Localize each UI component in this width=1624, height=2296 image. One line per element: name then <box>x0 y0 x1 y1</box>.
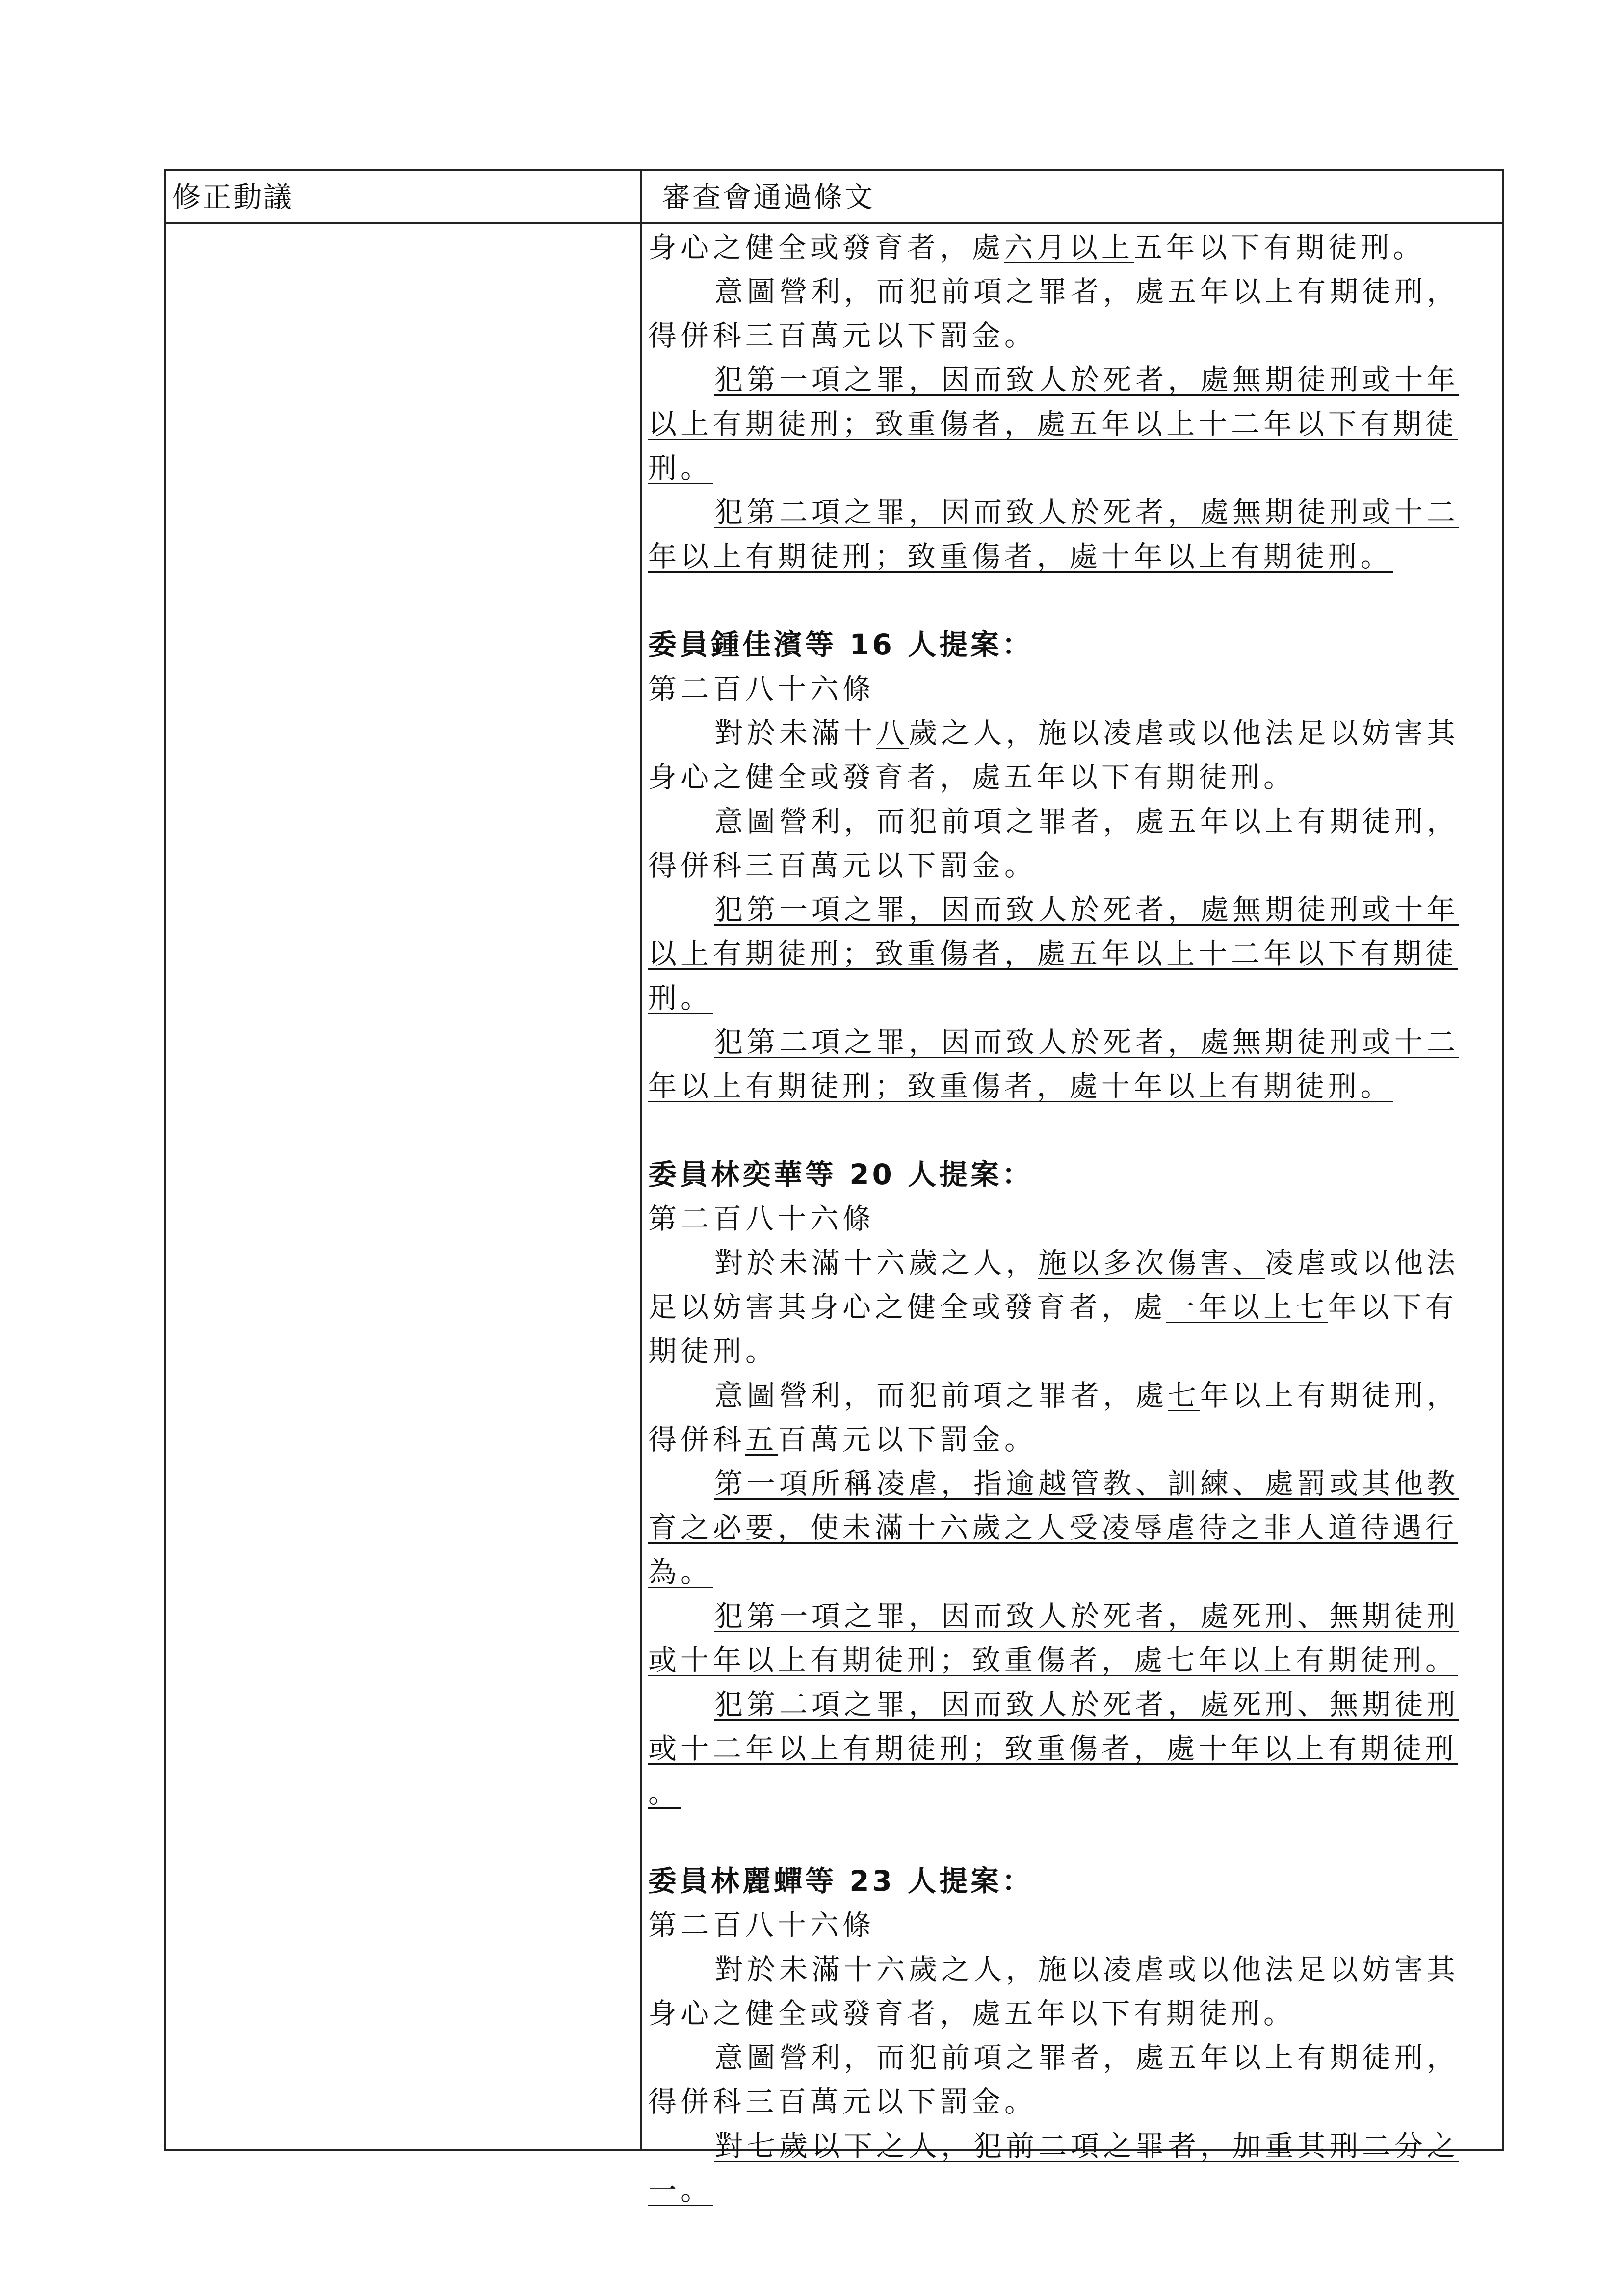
text-line: 或十二年以上有期徒刑；致重傷者，處十年以上有期徒刑 <box>648 1732 1458 1765</box>
text-line: 意圖營利，而犯前項之罪者，處七年以上有期徒刑， <box>714 1379 1460 1412</box>
text-line: 得併科五百萬元以下罰金。 <box>648 1423 1037 1456</box>
text-line: 第一項所稱凌虐，指逾越管教、訓練、處罰或其他教 <box>714 1467 1460 1500</box>
text-line: 刑。 <box>648 451 713 485</box>
text-line: 對於未滿十六歲之人，施以凌虐或以他法足以妨害其 <box>714 1953 1460 1986</box>
text-line: 年以上有期徒刑；致重傷者，處十年以上有期徒刑。 <box>648 1070 1393 1103</box>
text-line: 。 <box>648 1776 681 1809</box>
text-line: 得併科三百萬元以下罰金。 <box>648 2085 1037 2118</box>
text-line: 犯第二項之罪，因而致人於死者，處死刑、無期徒刑 <box>714 1688 1460 1721</box>
article-number: 第二百八十六條 <box>648 672 875 705</box>
text-line: 犯第一項之罪，因而致人於死者，處死刑、無期徒刑 <box>714 1599 1460 1633</box>
text-line: 對於未滿十六歲之人，施以多次傷害、凌虐或以他法 <box>714 1246 1460 1279</box>
proposal-title: 委員林麗蟬等 23 人提案： <box>648 1864 1034 1898</box>
header-committee-text: 審查會通過條文 <box>662 181 875 214</box>
text-line: 對於未滿十八歲之人，施以凌虐或以他法足以妨害其 <box>714 716 1460 750</box>
text-line: 得併科三百萬元以下罰金。 <box>648 319 1037 352</box>
text-line: 足以妨害其身心之健全或發育者，處一年以上七年以下有 <box>648 1290 1458 1324</box>
text-line: 犯第一項之罪，因而致人於死者，處無期徒刑或十年 <box>714 363 1460 396</box>
comparison-table <box>164 169 1504 2207</box>
text-line: 刑。 <box>648 981 713 1015</box>
committee-text-column <box>648 225 1497 2212</box>
article-number: 第二百八十六條 <box>648 1202 875 1235</box>
article-number: 第二百八十六條 <box>648 1908 875 1942</box>
text-line: 身心之健全或發育者，處六月以上五年以下有期徒刑。 <box>648 231 1426 264</box>
header-rule <box>166 222 1502 224</box>
text-line: 身心之健全或發育者，處五年以下有期徒刑。 <box>648 1997 1296 2030</box>
text-line: 為。 <box>648 1555 713 1589</box>
proposal-title: 委員鍾佳濱等 16 人提案： <box>648 628 1034 661</box>
text-line: 犯第二項之罪，因而致人於死者，處無期徒刑或十二 <box>714 496 1460 529</box>
text-line: 意圖營利，而犯前項之罪者，處五年以上有期徒刑， <box>714 2041 1460 2074</box>
text-line: 年以上有期徒刑；致重傷者，處十年以上有期徒刑。 <box>648 540 1393 573</box>
text-line: 得併科三百萬元以下罰金。 <box>648 849 1037 882</box>
text-line: 以上有期徒刑；致重傷者，處五年以上十二年以下有期徒 <box>648 937 1458 970</box>
header-amendment-motion: 修正動議 <box>172 181 294 214</box>
text-line: 期徒刑。 <box>648 1334 778 1368</box>
text-line: 或十年以上有期徒刑；致重傷者，處七年以上有期徒刑。 <box>648 1644 1458 1677</box>
text-line: 意圖營利，而犯前項之罪者，處五年以上有期徒刑， <box>714 275 1460 308</box>
text-line: 犯第二項之罪，因而致人於死者，處無期徒刑或十二 <box>714 1025 1460 1059</box>
proposal-title: 委員林奕華等 20 人提案： <box>648 1158 1034 1191</box>
text-line: 對七歲以下之人，犯前二項之罪者，加重其刑二分之 <box>714 2129 1460 2163</box>
text-line: 育之必要，使未滿十六歲之人受凌辱虐待之非人道待遇行 <box>648 1511 1458 1544</box>
text-line: 一。 <box>648 2173 713 2207</box>
text-line: 身心之健全或發育者，處五年以下有期徒刑。 <box>648 760 1296 794</box>
column-divider <box>640 171 642 2149</box>
text-line: 犯第一項之罪，因而致人於死者，處無期徒刑或十年 <box>714 893 1460 926</box>
text-line: 意圖營利，而犯前項之罪者，處五年以上有期徒刑， <box>714 805 1460 838</box>
text-line: 以上有期徒刑；致重傷者，處五年以上十二年以下有期徒 <box>648 407 1458 441</box>
